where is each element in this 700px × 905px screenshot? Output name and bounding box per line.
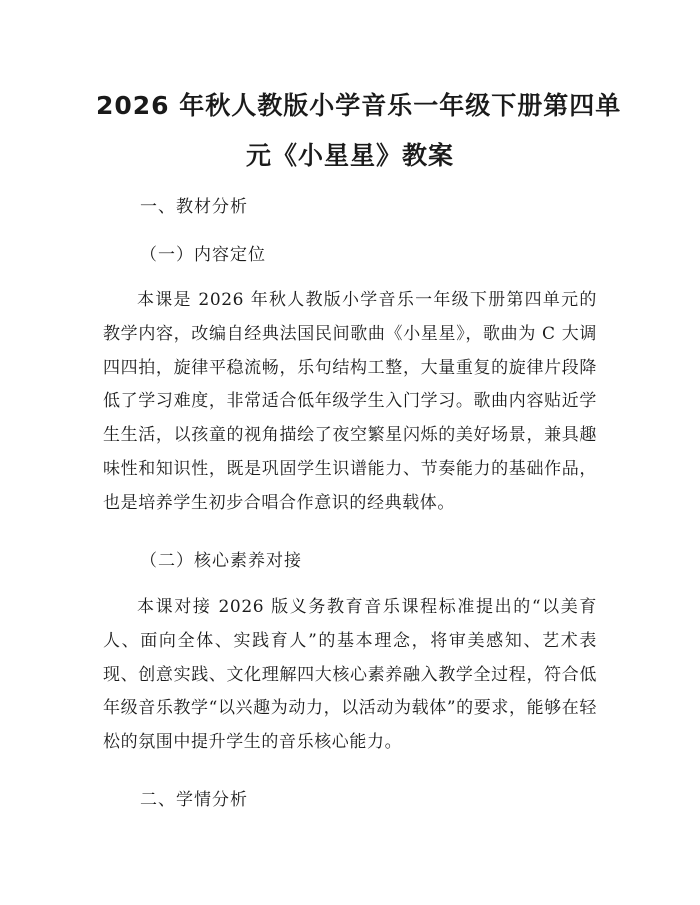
document-title-line-2: 元《小星星》教案 (245, 141, 454, 170)
section-heading-teaching-material-analysis: 一、教材分析 (140, 197, 248, 217)
section-heading-learner-analysis: 二、学情分析 (140, 790, 248, 810)
paragraph-content-positioning: 本课是 2026 年秋人教版小学音乐一年级下册第四单元的教学内容，改编自经典法国民间歌曲《小星星》，歌曲为 C 大调四四拍，旋律平稳流畅，乐句结构工整，大量重复的旋律片段降低了学习难度，非常适合低年级学生入门学习。歌曲内容贴近学生生活，以孩童的视角描绘了夜空繁星闪烁的美好场景，兼具趣味性和知识性，既是巩固学生识谱能力、节奏能力的基础作品，也是培养学生初步合唱合作意识的经典载体。 (103, 290, 597, 513)
subsection-heading-content-positioning: （一）内容定位 (140, 245, 266, 265)
document-title-line-1: 2026 年秋人教版小学音乐一年级下册第四单 (96, 91, 622, 120)
paragraph-core-literacy: 本课对接 2026 版义务教育音乐课程标准提出的“以美育人、面向全体、实践育人”的基本理念，将审美感知、艺术表现、创意实践、文化理解四大核心素养融入教学全过程，符合低年级音乐教学“以兴趣为动力，以活动为载体”的要求，能够在轻松的氛围中提升学生的音乐核心能力。 (103, 597, 597, 753)
subsection-heading-core-literacy: （二）核心素养对接 (140, 551, 302, 571)
